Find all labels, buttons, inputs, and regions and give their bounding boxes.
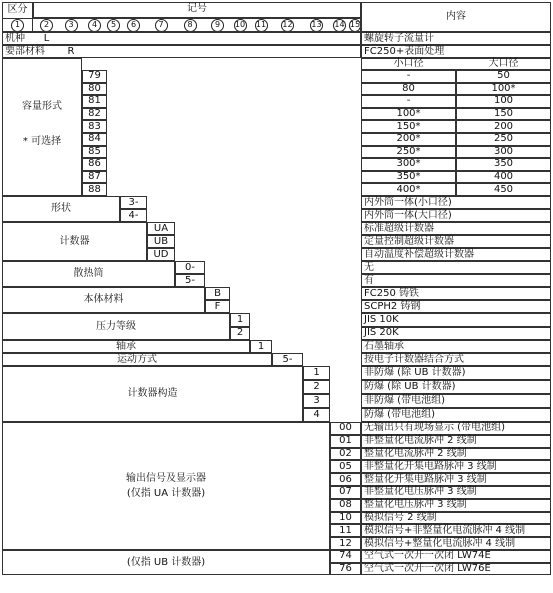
capacity-code: 86 — [88, 158, 101, 170]
output-content: 整量化电压脉冲 3 线制 — [364, 499, 467, 511]
capacity-small-value: 80 — [402, 82, 415, 94]
position-number-label: 6 — [127, 19, 140, 32]
body-material-label: 本体材料 — [83, 294, 124, 305]
motion-content: 按电子计数器结合方式 — [364, 353, 464, 365]
output-content: 模拟信号+整量化电流脉冲 4 线制 — [364, 537, 516, 549]
capacity-large-value: 250 — [493, 133, 514, 145]
motion-label: 运动方式 — [117, 353, 157, 365]
counter-code: UB — [153, 235, 169, 247]
model-content: 螺旋转子流量计 — [364, 32, 434, 44]
capacity-small-value: - — [406, 70, 411, 82]
capacity-large-value: 150 — [493, 108, 514, 120]
main-material-content: FC250+表面处理 — [364, 45, 445, 57]
radiator-content: 有 — [364, 274, 374, 286]
capacity-small-value: 250* — [396, 145, 421, 157]
capacity-large-value: 400 — [493, 171, 514, 183]
counter-content: 自动温度补偿超级计数器 — [364, 248, 474, 260]
capacity-large-header: 大口径 — [488, 58, 519, 69]
output-content: 模拟信号 2 线制 — [364, 511, 437, 523]
capacity-small-value: 400* — [396, 183, 421, 195]
capacity-label: 容量形式 — [22, 101, 62, 112]
shape-code: 4- — [128, 209, 139, 221]
motion-code: 5- — [282, 353, 293, 365]
counter-label: 计数器 — [59, 235, 90, 247]
radiator-content: 无 — [364, 261, 374, 273]
model-label: 机种 — [5, 32, 25, 44]
ub-label: (仅指 UB 计数器) — [126, 556, 206, 568]
ub-content: 空气式一次开一次闭 LW74E — [364, 550, 491, 562]
output-code: 08 — [339, 499, 352, 511]
capacity-code: 88 — [88, 183, 101, 195]
output-content: 模拟信号+非整量化电流脉冲 4 线制 — [364, 524, 526, 536]
output-code: 07 — [339, 486, 352, 498]
capacity-small-value: 150* — [396, 120, 421, 132]
output-code: 00 — [339, 422, 352, 434]
body-material-content: FC250 铸铁 — [364, 287, 419, 299]
output-sublabel: (仅指 UA 计数器) — [126, 487, 206, 499]
capacity-code: 82 — [88, 108, 101, 120]
position-number-label: 2 — [40, 19, 53, 32]
counter-content: 标准超级计数器 — [364, 222, 434, 234]
shape-label: 形状 — [51, 203, 71, 214]
capacity-code: 84 — [88, 133, 101, 145]
output-content: 非整量化电流脉冲 2 线制 — [364, 435, 477, 447]
header-category-label: 区分 — [7, 4, 28, 15]
output-content: 非整量化开集电路脉冲 3 线制 — [364, 460, 497, 472]
counter-structure-content: 防爆 (除 UB 计数器) — [364, 381, 456, 392]
capacity-small-value: 100* — [396, 108, 421, 120]
body-material-content: SCPH2 铸钢 — [364, 300, 421, 312]
capacity-code: 87 — [88, 171, 101, 183]
counter-structure-code: 1 — [313, 367, 320, 378]
counter-structure-label: 计数器构造 — [127, 388, 178, 399]
counter-structure-code: 4 — [313, 409, 320, 420]
capacity-small-value: - — [406, 95, 411, 107]
output-content: 整量化电流脉冲 2 线制 — [364, 447, 467, 459]
capacity-large-value: 200 — [493, 120, 514, 132]
main-material-code: R — [67, 45, 75, 57]
capacity-note: * 可选择 — [22, 136, 62, 147]
position-number-label: 5 — [107, 19, 120, 32]
output-content: 整量化开集电路脉冲 3 线制 — [364, 473, 487, 485]
position-number-label: 1 — [11, 19, 24, 32]
capacity-code: 80 — [88, 82, 101, 94]
header-code-label: 记号 — [187, 3, 207, 14]
body-material-code: F — [214, 300, 221, 312]
output-label-cell — [2, 422, 330, 550]
position-number-label: 15 — [349, 19, 361, 32]
position-number-label: 13 — [310, 19, 323, 32]
header-content-label: 内容 — [446, 11, 466, 22]
counter-content: 定量控制超级计数器 — [364, 235, 454, 247]
counter-code: UD — [153, 248, 169, 260]
capacity-small-value: 200* — [396, 133, 421, 145]
position-number-label: 11 — [255, 19, 268, 32]
model-code: L — [43, 32, 50, 44]
counter-structure-content: 防爆 (带电池组) — [364, 409, 435, 420]
capacity-large-value: 100* — [491, 82, 516, 94]
capacity-code: 85 — [88, 145, 101, 157]
output-code: 11 — [339, 524, 352, 536]
bearing-content: 石墨轴承 — [364, 340, 404, 352]
pressure-content: JIS 20K — [364, 327, 399, 339]
position-number-label: 8 — [184, 19, 197, 32]
capacity-large-value: 350 — [493, 158, 514, 170]
capacity-large-value: 450 — [493, 183, 514, 195]
output-code: 02 — [339, 447, 352, 459]
pressure-content: JIS 10K — [364, 313, 399, 325]
shape-content: 内外筒一体(大口径) — [364, 209, 452, 221]
counter-structure-content: 非防爆 (带电池组) — [364, 395, 445, 406]
capacity-code: 79 — [88, 70, 101, 82]
radiator-code: 5- — [185, 274, 195, 286]
counter-structure-content: 非防爆 (除 UB 计数器) — [364, 367, 466, 378]
main-material-label: 要部材料 — [5, 45, 45, 57]
position-number-label: 14 — [333, 19, 346, 32]
position-number-label: 4 — [88, 19, 101, 32]
output-code: 12 — [339, 537, 352, 549]
pressure-code: 2 — [236, 327, 244, 339]
output-code: 01 — [339, 435, 352, 447]
radiator-label: 散热筒 — [73, 268, 104, 279]
position-number-label: 7 — [155, 19, 168, 32]
capacity-small-header: 小口径 — [393, 58, 424, 69]
capacity-label-cell — [2, 58, 82, 196]
position-number-label: 3 — [65, 19, 78, 32]
counter-structure-code: 2 — [313, 381, 320, 392]
pressure-label: 压力等级 — [96, 320, 136, 332]
capacity-small-value: 350* — [396, 171, 421, 183]
capacity-large-value: 300 — [493, 145, 514, 157]
output-content: 无输出只有现场显示 (带电池组) — [364, 422, 505, 434]
body-material-code: B — [214, 287, 221, 299]
ub-code: 74 — [339, 550, 352, 562]
capacity-large-value: 100 — [493, 95, 514, 107]
position-number-label: 9 — [211, 19, 224, 32]
output-code: 05 — [339, 460, 352, 472]
position-number-label: 10 — [234, 19, 247, 32]
radiator-code: 0- — [185, 261, 195, 273]
capacity-code: 83 — [88, 120, 101, 132]
counter-structure-code: 3 — [313, 395, 320, 406]
output-label: 输出信号及显示器 — [126, 472, 206, 484]
position-number-label: 12 — [281, 19, 294, 32]
capacity-large-value: 50 — [497, 70, 510, 82]
output-content: 非整量化电压脉冲 3 线制 — [364, 486, 477, 498]
output-code: 06 — [339, 473, 352, 485]
ub-code: 76 — [339, 562, 352, 574]
output-code: 10 — [339, 511, 352, 523]
pressure-code: 1 — [236, 313, 244, 325]
capacity-small-value: 300* — [396, 158, 421, 170]
capacity-code: 81 — [88, 95, 101, 107]
bearing-code: 1 — [257, 340, 265, 352]
bearing-label: 轴承 — [116, 340, 136, 352]
counter-code: UA — [153, 222, 169, 234]
shape-content: 内外筒一体(小口径) — [364, 196, 452, 208]
shape-code: 3- — [128, 196, 139, 208]
ub-content: 空气式一次开一次闭 LW76E — [364, 562, 491, 574]
position-row — [2, 18, 361, 32]
